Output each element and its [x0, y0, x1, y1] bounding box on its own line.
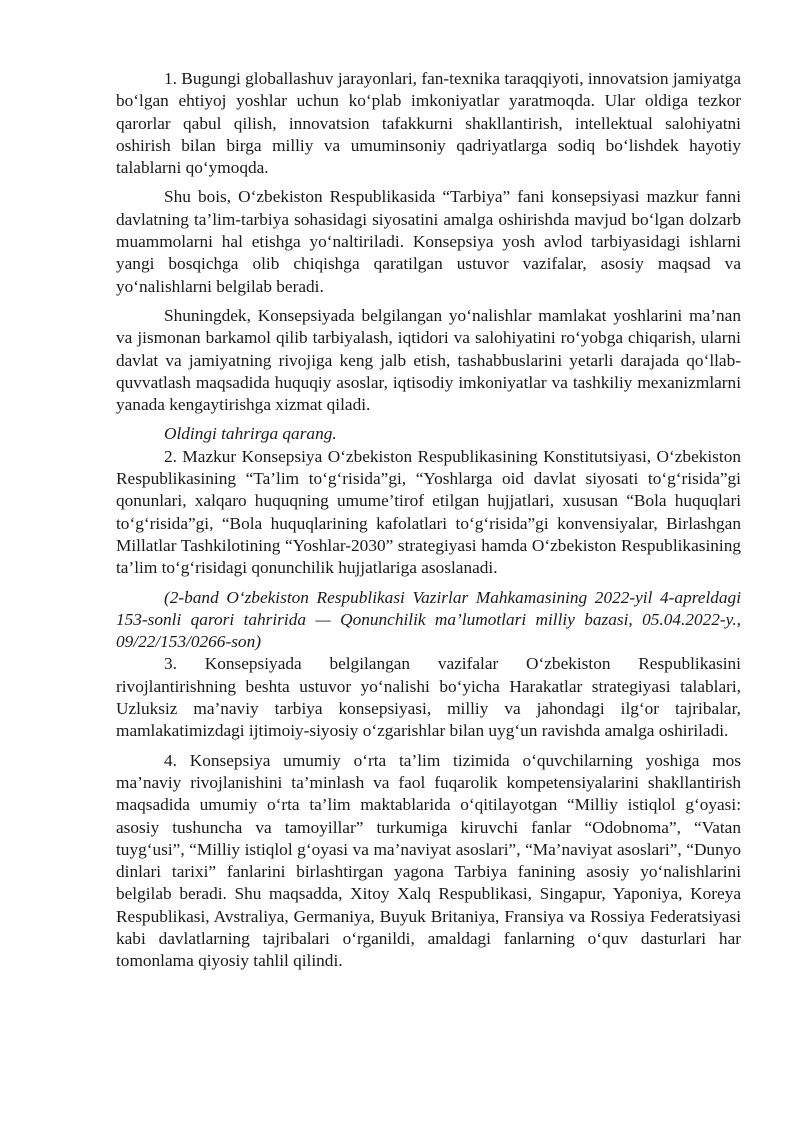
- amendment-note: (2-band O‘zbekiston Respublikasi Vazirlar Mahkamasining 2022-yil 4-apreldagi 153-sonli qarori tahririda — Qonunchilik ma’lumotlari milliy bazasi, 05.04.2022-y., 09/22/153/0266-son): [116, 587, 741, 652]
- paragraph-2-legal-basis: 2. Mazkur Konsepsiya O‘zbekiston Respublikasining Konstitutsiyasi, O‘zbekiston Respublikasining “Ta’lim to‘g‘risida”gi, “Yoshlarga oid davlat siyosati to‘g‘risida”gi qonunlari, xalqaro huquqning umume’tirof etilgan hujjatlari, xususan “Bola huquqlari to‘g‘risida”gi, “Bola huquqlarining kafolatlari to‘g‘risida”gi konvensiyalar, Birlashgan Millatlar Tashkilotining “Yoshlar-2030” strategiyasi hamda O‘zbekiston Respublikasining ta’lim to‘g‘risidagi qonunchilik hujjatlariga asoslanadi.: [116, 446, 741, 578]
- document-page: [116, 68, 741, 980]
- paragraph-4-concept: 4. Konsepsiya umumiy o‘rta ta’lim tizimida o‘quvchilarning yoshiga mos ma’naviy rivojlanishini ta’minlash va faol fuqarolik kompetensiyalarini shakllantirish maqsadida umumiy o‘rta ta’lim maktablarida o‘qitilayotgan “Milliy istiqlol g‘oyasi: asosiy tushuncha va tamoyillar” turkumiga kiruvchi fanlar “Odobnoma”, “Vatan tuyg‘usi”, “Milliy istiqlol g‘oyasi va ma’naviyat asoslari”, “Ma’naviyat asoslari”, “Dunyo dinlari tarixi” fanlarini birlashtirgan yagona Tarbiya fanining asosiy yo‘nalishlarini belgilab beradi. Shu maqsadda, Xitoy Xalq Respublikasi, Singapur, Yaponiya, Koreya Respublikasi, Avstraliya, Germaniya, Buyuk Britaniya, Fransiya va Rossiya Federatsiyasi kabi davlatlarning tajribalari o‘rganildi, amaldagi fanlarning o‘quv dasturlari har tomonlama qiyosiy tahlil qilindi.: [116, 750, 741, 971]
- paragraph-1-intro: 1. Bugungi globallashuv jarayonlari, fan-texnika taraqqiyoti, innovatsion jamiyatga bo‘lgan ehtiyoj yoshlar uchun ko‘plab imkoniyatlar yaratmoqda. Ular oldiga tezkor qarorlar qabul qilish, innovatsion tafakkurni shakllantirish, intellektual salohiyatni oshirish bilan birga milliy va umuminsoniy qadriyatlarga sodiq bo‘lishdek hayotiy talablarni qo‘ymoqda.: [116, 69, 741, 178]
- paragraph-shu-bois: Shu bois, O‘zbekiston Respublikasida “Tarbiya” fani konsepsiyasi mazkur fanni davlatning ta’lim-tarbiya sohasidagi siyosatini amalga oshirishda mavjud bo‘lgan dolzarb muammolarni hal etishga yo‘naltiriladi. Konsepsiya yosh avlod tarbiyasidagi ishlarni yangi bosqichga olib chiqishga qaratilgan ustuvor vazifalar, asosiy maqsad va yo‘nalishlarni belgilab beradi.: [116, 187, 741, 296]
- previous-edition-link[interactable]: Oldingi tahrirga qarang.: [164, 424, 337, 444]
- paragraph-shuningdek: Shuningdek, Konsepsiyada belgilangan yo‘nalishlar mamlakat yoshlarini ma’nan va jismonan barkamol qilib tarbiyalash, iqtidori va salohiyatini ro‘yobga chiqarish, ularni davlat va jamiyatning rivojiga keng jalb etish, tashabbuslarini yetarli darajada qo‘llab-quvvatlash maqsadida huquqiy asoslar, iqtisodiy imkoniyatlar va tashkiliy mexanizmlarni yanada kengaytirishga xizmat qiladi.: [116, 305, 741, 415]
- paragraph-3-tasks: 3. Konsepsiyada belgilangan vazifalar O‘zbekiston Respublikasini rivojlantirishning beshta ustuvor yo‘nalishi bo‘yicha Harakatlar strategiyasi talablari, Uzluksiz ma’naviy tarbiya konsepsiyasi, milliy va jahondagi ilg‘or tajribalar, mamlakatimizdagi ijtimoiy-siyosiy o‘zgarishlar bilan uyg‘un ravishda amalga oshiriladi.: [116, 654, 741, 741]
